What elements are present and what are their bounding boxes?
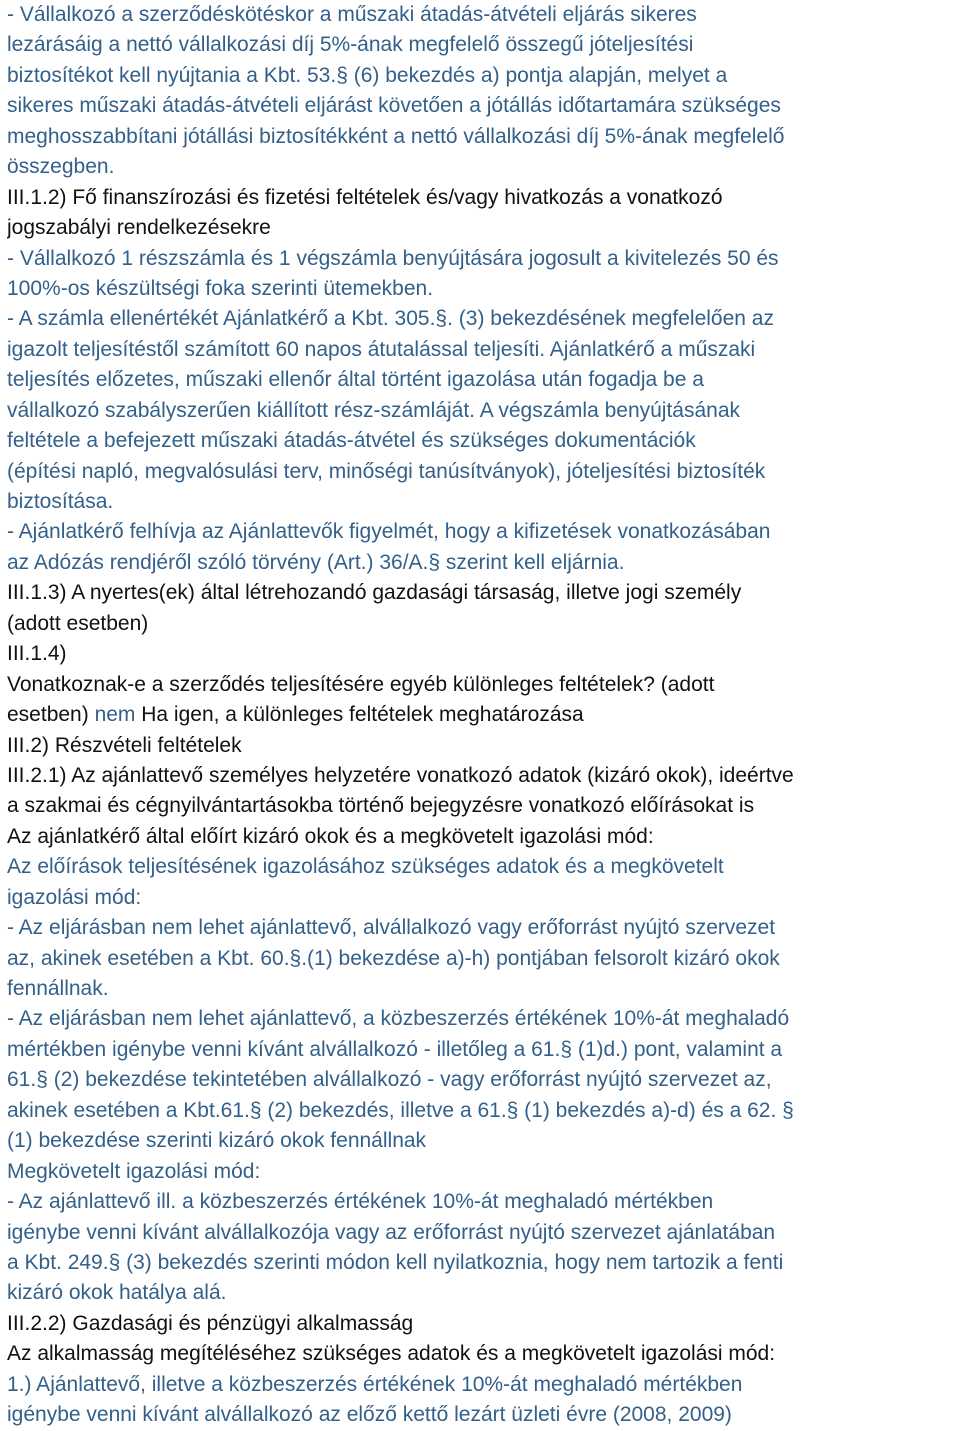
text-run: igazolási mód: (7, 885, 142, 909)
text-line (7, 213, 957, 243)
text-line (7, 1157, 957, 1187)
text-run: feltétele a befejezett műszaki átadás-átvétel és szükséges dokumentációk (7, 429, 696, 453)
text-line (7, 1339, 957, 1369)
text-run: meghosszabbítani jótállási biztosítékként a nettó vállalkozási díj 5%-ának megfelelő (7, 124, 785, 148)
text-line (7, 183, 957, 213)
text-line (7, 761, 957, 791)
text-line (7, 30, 957, 60)
text-line (7, 1218, 957, 1248)
text-run: III.2.1) Az ajánlattevő személyes helyzetére vonatkozó adatok (kizáró okok), ideértve (7, 763, 794, 787)
text-line (7, 548, 957, 578)
text-run: összegben. (7, 155, 115, 179)
text-run: vállalkozó szabályszerűen kiállított rész-számláját. A végszámla benyújtásának (7, 398, 741, 422)
text-line (7, 1126, 957, 1156)
text-line (7, 1278, 957, 1308)
text-line (7, 487, 957, 517)
text-line (7, 365, 957, 395)
text-run: - A számla ellenértékét Ajánlatkérő a Kbt. 305.§. (3) bekezdésének megfelelően az (7, 307, 774, 331)
text-line (7, 822, 957, 852)
text-run: fennállnak. (7, 977, 109, 1000)
text-run: (adott esetben) (7, 611, 149, 635)
text-line (7, 91, 957, 121)
text-run: mértékben igénybe venni kívánt alvállalkozó - illetőleg a 61.§ (1)d.) pont, valamint a (7, 1037, 783, 1061)
text-line (7, 670, 957, 700)
text-run: III.1.3) A nyertes(ek) által létrehozandó gazdasági társaság, illetve jogi személy (7, 581, 742, 605)
text-run: (építési napló, megvalósulási terv, minőségi tanúsítványok), jóteljesítési biztosíték (7, 459, 766, 483)
text-run: - Vállalkozó 1 részszámla és 1 végszámla benyújtására jogosult a kivitelezés 50 és (7, 246, 779, 270)
text-line (7, 1035, 957, 1065)
text-line (7, 335, 957, 365)
text-run: kizáró okok hatálya alá. (7, 1281, 227, 1305)
text-run: Az előírások teljesítésének igazolásához szükséges adatok és a megkövetelt (7, 855, 724, 879)
text-line (7, 1309, 957, 1339)
text-line (7, 61, 957, 91)
text-line (7, 0, 957, 30)
text-run: biztosítékot kell nyújtania a Kbt. 53.§ (6) bekezdés a) pontja alapján, melyet a (7, 63, 728, 87)
text-line (7, 1370, 957, 1400)
text-line (7, 791, 957, 821)
text-run: teljesítés előzetes, műszaki ellenőr által történt igazolása után fogadja be a (7, 368, 704, 392)
text-run: III.2.2) Gazdasági és pénzügyi alkalmasság (7, 1311, 414, 1335)
text-run: III.1.2) Fő finanszírozási és fizetési feltételek és/vagy hivatkozás a vonatkozó (7, 185, 723, 209)
text-run: Ha igen, a különleges feltételek meghatározása (135, 703, 584, 727)
text-run: a szakmai és cégnyilvántartásokba történő bejegyzésre vonatkozó előírásokat is (7, 794, 755, 818)
text-line (7, 944, 957, 974)
text-line (7, 883, 957, 913)
text-run: - Vállalkozó a szerződéskötéskor a műszaki átadás-átvételi eljárás sikeres (7, 3, 697, 26)
text-line (7, 578, 957, 608)
text-line (7, 1248, 957, 1278)
text-line (7, 122, 957, 152)
text-run: - Az ajánlattevő ill. a közbeszerzés értékének 10%-át meghaladó mértékben (7, 1190, 714, 1214)
text-run: lezárásáig a nettó vállalkozási díj 5%-ának megfelelő összegű jóteljesítési (7, 33, 694, 57)
text-line (7, 731, 957, 761)
text-run: igazolt teljesítéstől számított 60 napos átutalással teljesíti. Ajánlatkérő a műszaki (7, 337, 756, 361)
text-line (7, 700, 957, 730)
text-run: az Adózás rendjéről szóló törvény (Art.) 36/A.§ szerint kell eljárnia. (7, 550, 625, 574)
text-line (7, 609, 957, 639)
text-line (7, 639, 957, 669)
text-run: - Ajánlatkérő felhívja az Ajánlattevők figyelmét, hogy a kifizetések vonatkozásában (7, 520, 771, 544)
text-run: Vonatkoznak-e a szerződés teljesítésére egyéb különleges feltételek? (adott (7, 672, 715, 696)
text-run: III.2) Részvételi feltételek (7, 733, 242, 757)
text-run: III.1.4) (7, 642, 67, 666)
text-run: esetben) (7, 703, 95, 727)
text-run: igénybe venni kívánt alvállalkozója vagy az erőforrást nyújtó szervezet ajánlatában (7, 1220, 776, 1244)
text-run: - Az eljárásban nem lehet ajánlattevő, a közbeszerzés értékének 10%-át meghaladó (7, 1007, 790, 1031)
text-line (7, 304, 957, 334)
text-line (7, 1004, 957, 1034)
text-line (7, 913, 957, 943)
text-run: nem (94, 703, 136, 727)
text-run: jogszabályi rendelkezésekre (7, 216, 271, 240)
text-line (7, 152, 957, 182)
text-run: 100%-os készültségi foka szerinti ütemekben. (7, 276, 434, 300)
text-line (7, 244, 957, 274)
text-line (7, 1187, 957, 1217)
text-line (7, 517, 957, 547)
text-run: biztosítása. (7, 490, 114, 513)
text-run: Az ajánlatkérő által előírt kizáró okok és a megkövetelt igazolási mód: (7, 824, 654, 848)
text-line (7, 426, 957, 456)
text-line (7, 457, 957, 487)
text-run: Megkövetelt igazolási mód: (7, 1159, 261, 1183)
text-line (7, 852, 957, 882)
text-line (7, 274, 957, 304)
text-run: sikeres műszaki átadás-átvételi eljárást követően a jótállás időtartamára szükséges (7, 94, 781, 118)
text-run: 1.) Ajánlattevő, illetve a közbeszerzés értékének 10%-át meghaladó mértékben (7, 1372, 743, 1396)
text-line (7, 1065, 957, 1095)
text-line (7, 396, 957, 426)
text-run: igénybe venni kívánt alvállalkozó az előző kettő lezárt üzleti évre (2008, 2009) (7, 1403, 732, 1427)
text-line (7, 1400, 957, 1430)
text-run: az, akinek esetében a Kbt. 60.§.(1) bekezdése a)-h) pontjában felsorolt kizáró okok (7, 946, 780, 970)
text-run: 61.§ (2) bekezdése tekintetében alvállalkozó - vagy erőforrást nyújtó szervezet az, (7, 1068, 772, 1092)
text-run: Az alkalmasság megítéléséhez szükséges adatok és a megkövetelt igazolási mód: (7, 1342, 776, 1366)
text-run: akinek esetében a Kbt.61.§ (2) bekezdés, illetve a 61.§ (1) bekezdés a)-d) és a 62. § (7, 1098, 794, 1122)
text-run: - Az eljárásban nem lehet ajánlattevő, alvállalkozó vagy erőforrást nyújtó szervezet (7, 916, 776, 940)
text-run: a Kbt. 249.§ (3) bekezdés szerinti módon kell nyilatkoznia, hogy nem tartozik a fenti (7, 1250, 784, 1274)
text-line (7, 1096, 957, 1126)
text-line (7, 974, 957, 1004)
text-run: (1) bekezdése szerinti kizáró okok fennállnak (7, 1129, 427, 1153)
